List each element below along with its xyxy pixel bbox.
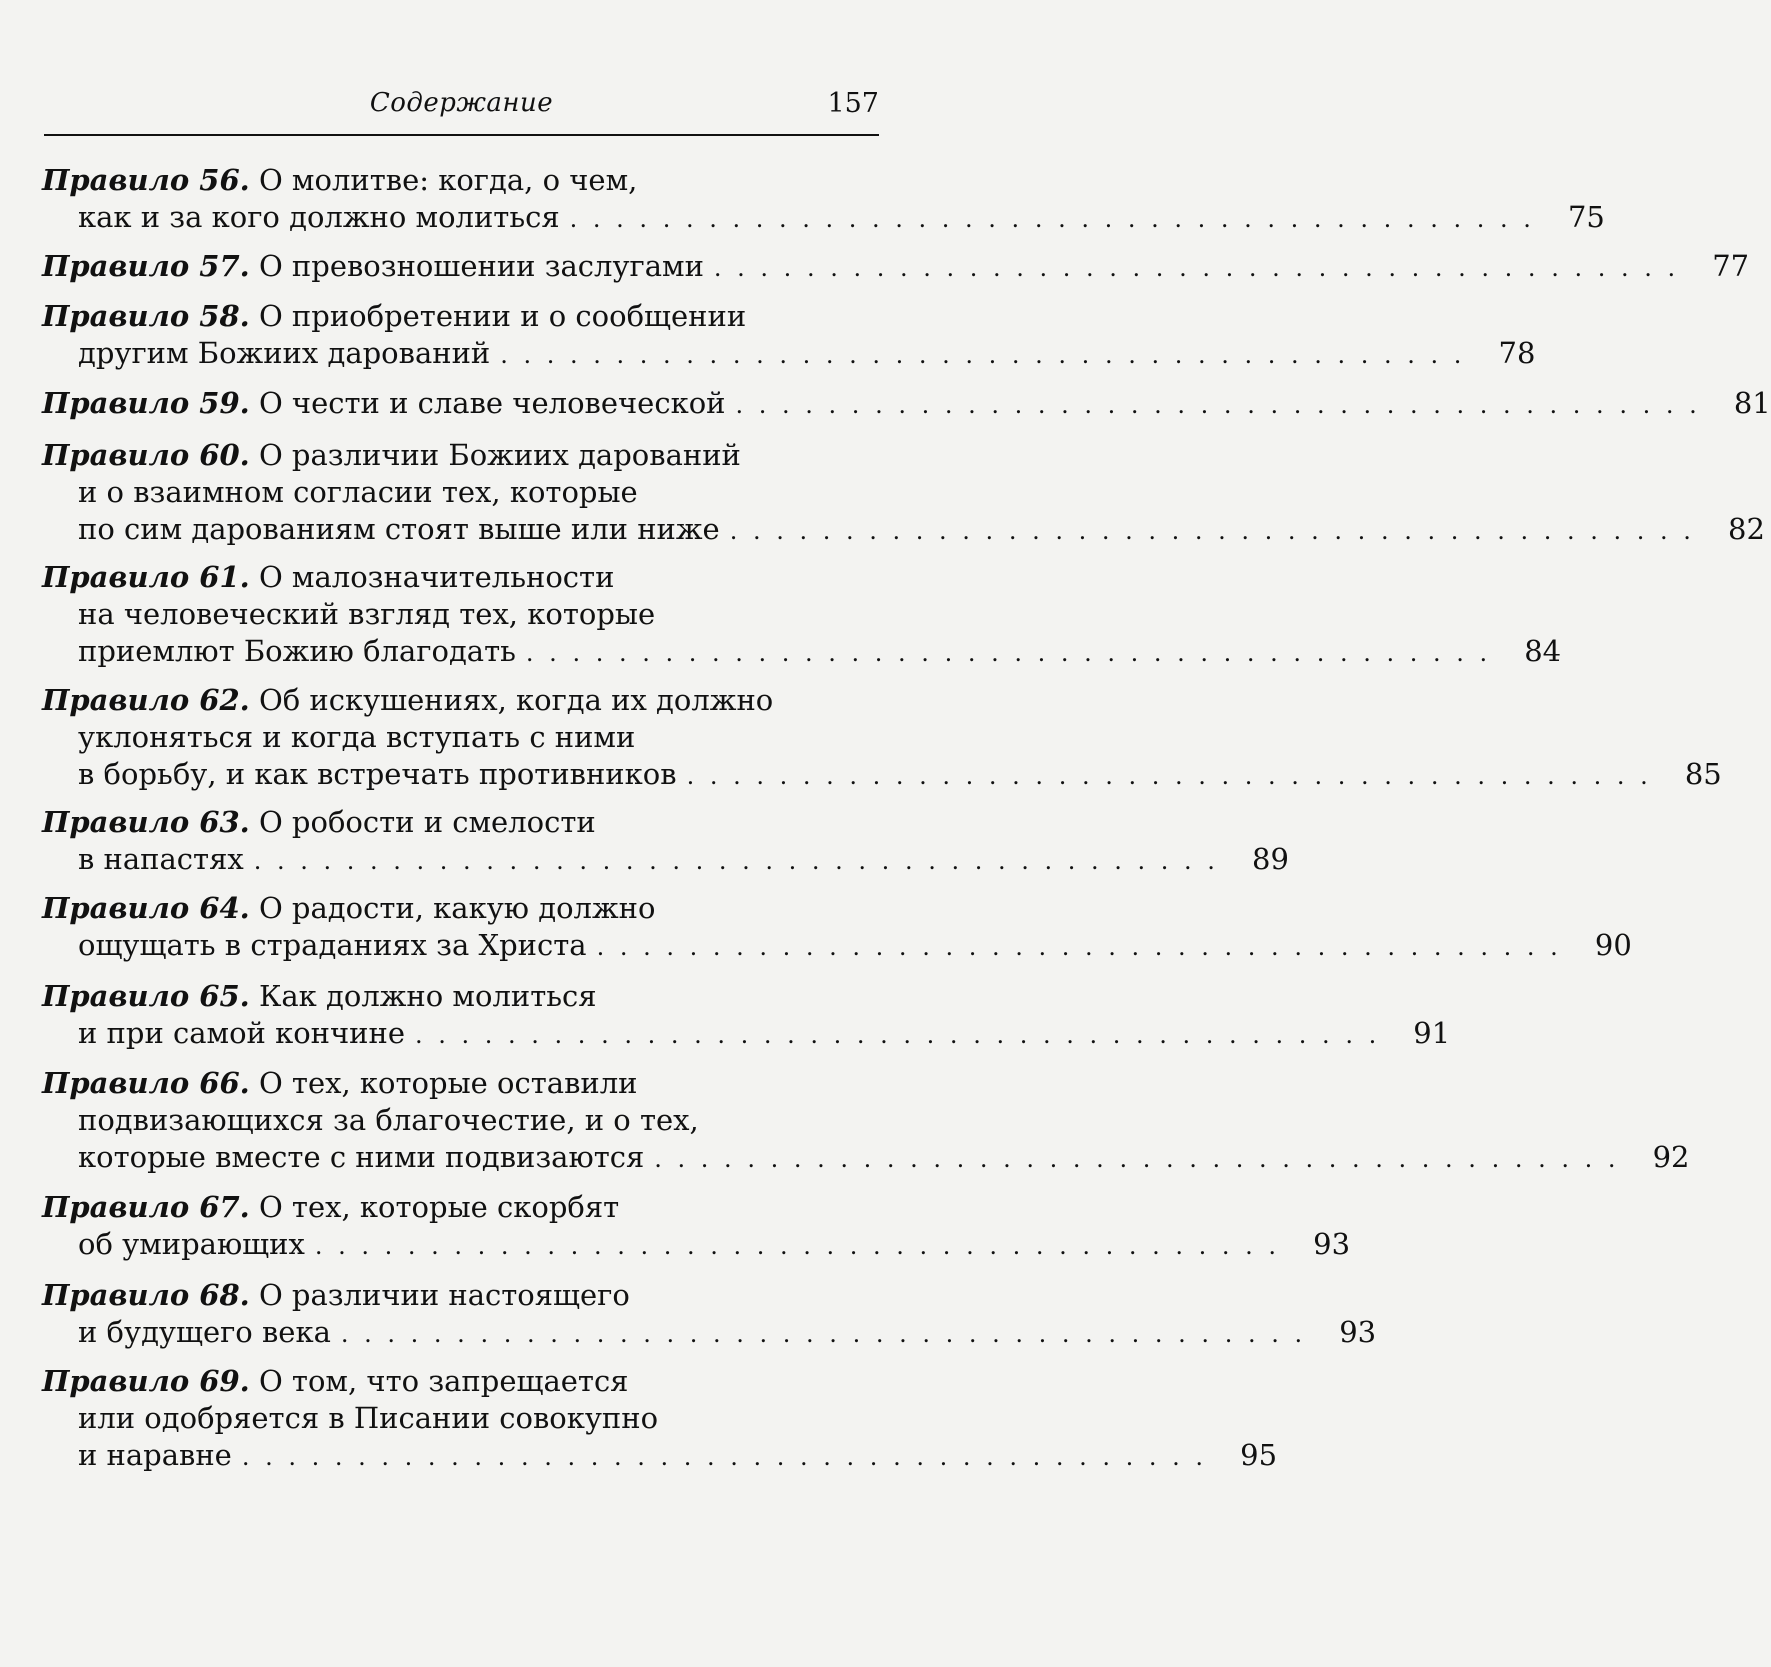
toc-entry-text (78, 335, 490, 372)
toc-rule-label: Правило 61. (42, 560, 250, 594)
toc-entry-text (78, 1437, 232, 1474)
toc-entry-title: как и за кого должно молиться (78, 200, 560, 234)
toc-entry-line (42, 1102, 882, 1139)
toc-entry-title: О том, что запрещается (258, 1364, 629, 1398)
toc-dot-leader: . . . . . . . . . . . . . . . . . . . . . . . . . . . . . . . . . . . . . . . . . . (654, 1145, 1620, 1173)
toc-page-number[interactable]: 85 (1684, 757, 1722, 791)
toc-entry[interactable] (42, 248, 1750, 285)
toc-entry-line (42, 1015, 1451, 1052)
toc-entry-title: и при самой кончине (78, 1016, 405, 1050)
toc-entry[interactable] (42, 162, 1605, 236)
toc-entry-line (42, 199, 1605, 236)
toc-entry-line (42, 682, 882, 719)
toc-entry[interactable] (42, 1363, 1278, 1474)
toc-entry-title: или одобряется в Писании совокупно (78, 1401, 659, 1435)
toc-entry-title: в борьбу, и как встречать противников (78, 757, 677, 791)
toc-rule-label: Правило 57. (42, 249, 250, 283)
toc-entry-text (42, 683, 773, 717)
toc-entry-line (42, 1189, 882, 1226)
toc-entry-title: по сим дарованиям стоят выше или ниже (78, 512, 720, 546)
toc-rule-label: Правило 65. (42, 979, 250, 1013)
toc-dot-leader: . . . . . . . . . . . . . . . . . . . . . . . . . . . . . . . . . . . . . . . . . . (729, 517, 1695, 545)
toc-entry[interactable] (42, 682, 1722, 793)
toc-page-number[interactable]: 75 (1567, 200, 1605, 234)
toc-entry-line (42, 298, 882, 335)
toc-entry-line (42, 1437, 1278, 1474)
toc-entry-line (42, 1363, 882, 1400)
toc-page-number[interactable]: 93 (1313, 1227, 1351, 1261)
toc-entry-text (78, 720, 635, 754)
toc-dot-leader: . . . . . . . . . . . . . . . . . . . . . . . . . . . . . . . . . . . . . . . . . . (686, 762, 1652, 790)
toc-page-number[interactable]: 82 (1728, 512, 1765, 546)
toc-entry-text (42, 560, 614, 594)
toc-rule-label: Правило 56. (42, 163, 250, 197)
toc-entry-title: О чести и славе человеческой (258, 386, 726, 420)
page-title: Содержание (369, 88, 554, 118)
toc-dot-leader: . . . . . . . . . . . . . . . . . . . . . . . . . . . . . . . . . . . . . . . . . . (314, 1232, 1281, 1260)
toc-entry-title: О различии Божиих дарований (258, 438, 741, 472)
toc-rule-label: Правило 66. (42, 1066, 250, 1100)
toc-entry-title: О тех, которые оставили (258, 1066, 638, 1100)
toc-entry-line (42, 1065, 882, 1102)
toc-entry-line (42, 756, 1722, 793)
toc-entry[interactable] (42, 385, 1771, 422)
toc-entry-text (42, 438, 741, 472)
toc-entry-line (42, 1226, 1351, 1263)
toc-entry-line (42, 559, 882, 596)
toc-entry-title: в напастях (78, 842, 244, 876)
toc-rule-label: Правило 62. (42, 683, 250, 717)
toc-entry-text (42, 299, 746, 333)
toc-entry-text (42, 385, 726, 422)
toc-entry-text (78, 633, 516, 670)
toc-entry-title: об умирающих (78, 1227, 305, 1261)
toc-page-number[interactable]: 81 (1733, 386, 1771, 420)
toc-entry-text (78, 1015, 405, 1052)
toc-entry-title: О молитве: когда, о чем, (258, 163, 638, 197)
toc-entry-line (42, 1277, 882, 1314)
toc-page-number[interactable]: 89 (1252, 842, 1289, 876)
toc-entry-line (42, 719, 882, 756)
toc-entry-text (42, 163, 637, 197)
toc-entry-title: О радости, какую должно (258, 891, 656, 925)
toc-page-number[interactable]: 95 (1240, 1438, 1278, 1472)
toc-rule-label: Правило 67. (42, 1190, 250, 1224)
toc-page-number[interactable]: 92 (1652, 1140, 1690, 1174)
toc-entry[interactable] (42, 559, 1562, 670)
toc-rule-label: Правило 59. (42, 386, 250, 420)
toc-rule-label: Правило 64. (42, 891, 250, 925)
toc-entry-line (42, 1139, 1690, 1176)
toc-entry-line (42, 596, 882, 633)
toc-entry[interactable] (42, 1189, 1351, 1263)
toc-entry[interactable] (42, 1065, 1690, 1176)
toc-entry-title: О тех, которые скорбят (258, 1190, 620, 1224)
toc-entry-text (42, 1364, 628, 1398)
toc-entry-title: подвизающихся за благочестие, и о тех, (78, 1103, 699, 1137)
toc-entry-text (42, 891, 655, 925)
toc-entry-text (78, 1226, 305, 1263)
toc-entry-title: которые вместе с ними подвизаются (78, 1140, 645, 1174)
toc-page-number[interactable]: 77 (1712, 249, 1750, 283)
toc-entry-text (42, 248, 704, 285)
toc-entry-text (78, 199, 560, 236)
toc-entry-title: О робости и смелости (258, 805, 596, 839)
toc-page-number[interactable]: 78 (1498, 336, 1536, 370)
toc-dot-leader: . . . . . . . . . . . . . . . . . . . . . . . . . . . . . . . . . . . . . . . . . . (525, 639, 1492, 667)
toc-entry[interactable] (42, 298, 1536, 372)
toc-entry-title: О превозношении заслугами (258, 249, 704, 283)
toc-entry-line (42, 437, 882, 474)
toc-entry-text (78, 597, 655, 631)
toc-entry-title: и наравне (78, 1438, 232, 1472)
toc-rule-label: Правило 63. (42, 805, 250, 839)
toc-entry-line (42, 511, 1765, 548)
toc-entry[interactable] (42, 804, 1289, 878)
toc-entry-title: О малозначительности (258, 560, 615, 594)
toc-entry-text (78, 1401, 658, 1435)
toc-entry-text (78, 756, 677, 793)
toc-rule-label: Правило 68. (42, 1278, 250, 1312)
toc-entry-title: другим Божиих дарований (78, 336, 491, 370)
toc-entry-text (78, 475, 638, 509)
toc-entry-title: Об искушениях, когда их должно (258, 683, 774, 717)
toc-entry-line (42, 335, 1536, 372)
toc-entry-line (42, 804, 882, 841)
toc-page-number[interactable]: 93 (1339, 1315, 1377, 1349)
toc-entry-text (78, 841, 244, 878)
toc-dot-leader: . . . . . . . . . . . . . . . . . . . . . . . . . . . . . . . . . . . . . . . . . . (253, 847, 1219, 875)
toc-page-number[interactable]: 84 (1524, 634, 1562, 668)
toc-dot-leader: . . . . . . . . . . . . . . . . . . . . . . . . . . . . . . . . . . . . . . . . . . (500, 341, 1466, 369)
toc-entry-title: О различии настоящего (258, 1278, 630, 1312)
toc-dot-leader: . . . . . . . . . . . . . . . . . . . . . . . . . . . . . . . . . . . . . . . . . . (735, 391, 1701, 419)
toc-entry-line (42, 385, 1771, 422)
toc-entry-text (78, 1139, 644, 1176)
toc-entry-text (42, 805, 596, 839)
toc-entry-line (42, 927, 1632, 964)
toc-entry-text (78, 1314, 331, 1351)
toc-entry-title: Как должно молиться (258, 979, 597, 1013)
toc-entry-text (78, 1103, 699, 1137)
toc-page-number[interactable]: 91 (1413, 1016, 1451, 1050)
toc-entry-line (42, 474, 882, 511)
toc-entry-title: и о взаимном согласии тех, которые (78, 475, 638, 509)
toc-page-number[interactable]: 90 (1594, 928, 1632, 962)
toc-dot-leader: . . . . . . . . . . . . . . . . . . . . . . . . . . . . . . . . . . . . . . . . . . (569, 205, 1535, 233)
toc-entry-line (42, 633, 1562, 670)
toc-entry-line (42, 978, 882, 1015)
toc-entry-title: О приобретении и о сообщении (258, 299, 747, 333)
header-rule (44, 134, 879, 136)
toc-entry[interactable] (42, 1277, 1377, 1351)
toc-rule-label: Правило 69. (42, 1364, 250, 1398)
toc-entry-text (78, 927, 587, 964)
toc-entry-title: приемлют Божию благодать (78, 634, 516, 668)
toc-dot-leader: . . . . . . . . . . . . . . . . . . . . . . . . . . . . . . . . . . . . . . . . . . (713, 254, 1680, 282)
toc-dot-leader: . . . . . . . . . . . . . . . . . . . . . . . . . . . . . . . . . . . . . . . . . . (340, 1320, 1307, 1348)
toc-entry-text (42, 1190, 619, 1224)
toc-entry-line (42, 1400, 882, 1437)
running-head (44, 88, 879, 128)
toc-entry[interactable] (42, 978, 1451, 1052)
toc-dot-leader: . . . . . . . . . . . . . . . . . . . . . . . . . . . . . . . . . . . . . . . . . . (241, 1443, 1208, 1471)
toc-entry-title: на человеческий взгляд тех, которые (78, 597, 656, 631)
toc-entry-title: уклоняться и когда вступать с ними (78, 720, 636, 754)
toc-entry[interactable] (42, 437, 1765, 548)
toc-entry-text (42, 979, 597, 1013)
toc-entry-text (42, 1278, 630, 1312)
toc-entry-text (78, 511, 720, 548)
toc-dot-leader: . . . . . . . . . . . . . . . . . . . . . . . . . . . . . . . . . . . . . . . . . . (596, 933, 1562, 961)
page-number: 157 (827, 88, 879, 119)
toc-entry-line (42, 248, 1750, 285)
toc-entry-line (42, 841, 1289, 878)
toc-entry-title: и будущего века (78, 1315, 331, 1349)
toc-entry-line (42, 890, 882, 927)
toc-dot-leader: . . . . . . . . . . . . . . . . . . . . . . . . . . . . . . . . . . . . . . . . . . (415, 1021, 1381, 1049)
toc-entry-line (42, 162, 882, 199)
toc-entry-title: ощущать в страданиях за Христа (78, 928, 587, 962)
toc-entry[interactable] (42, 890, 1632, 964)
toc-rule-label: Правило 58. (42, 299, 250, 333)
toc-rule-label: Правило 60. (42, 438, 250, 472)
toc-entry-text (42, 1066, 637, 1100)
toc-entry-line (42, 1314, 1377, 1351)
